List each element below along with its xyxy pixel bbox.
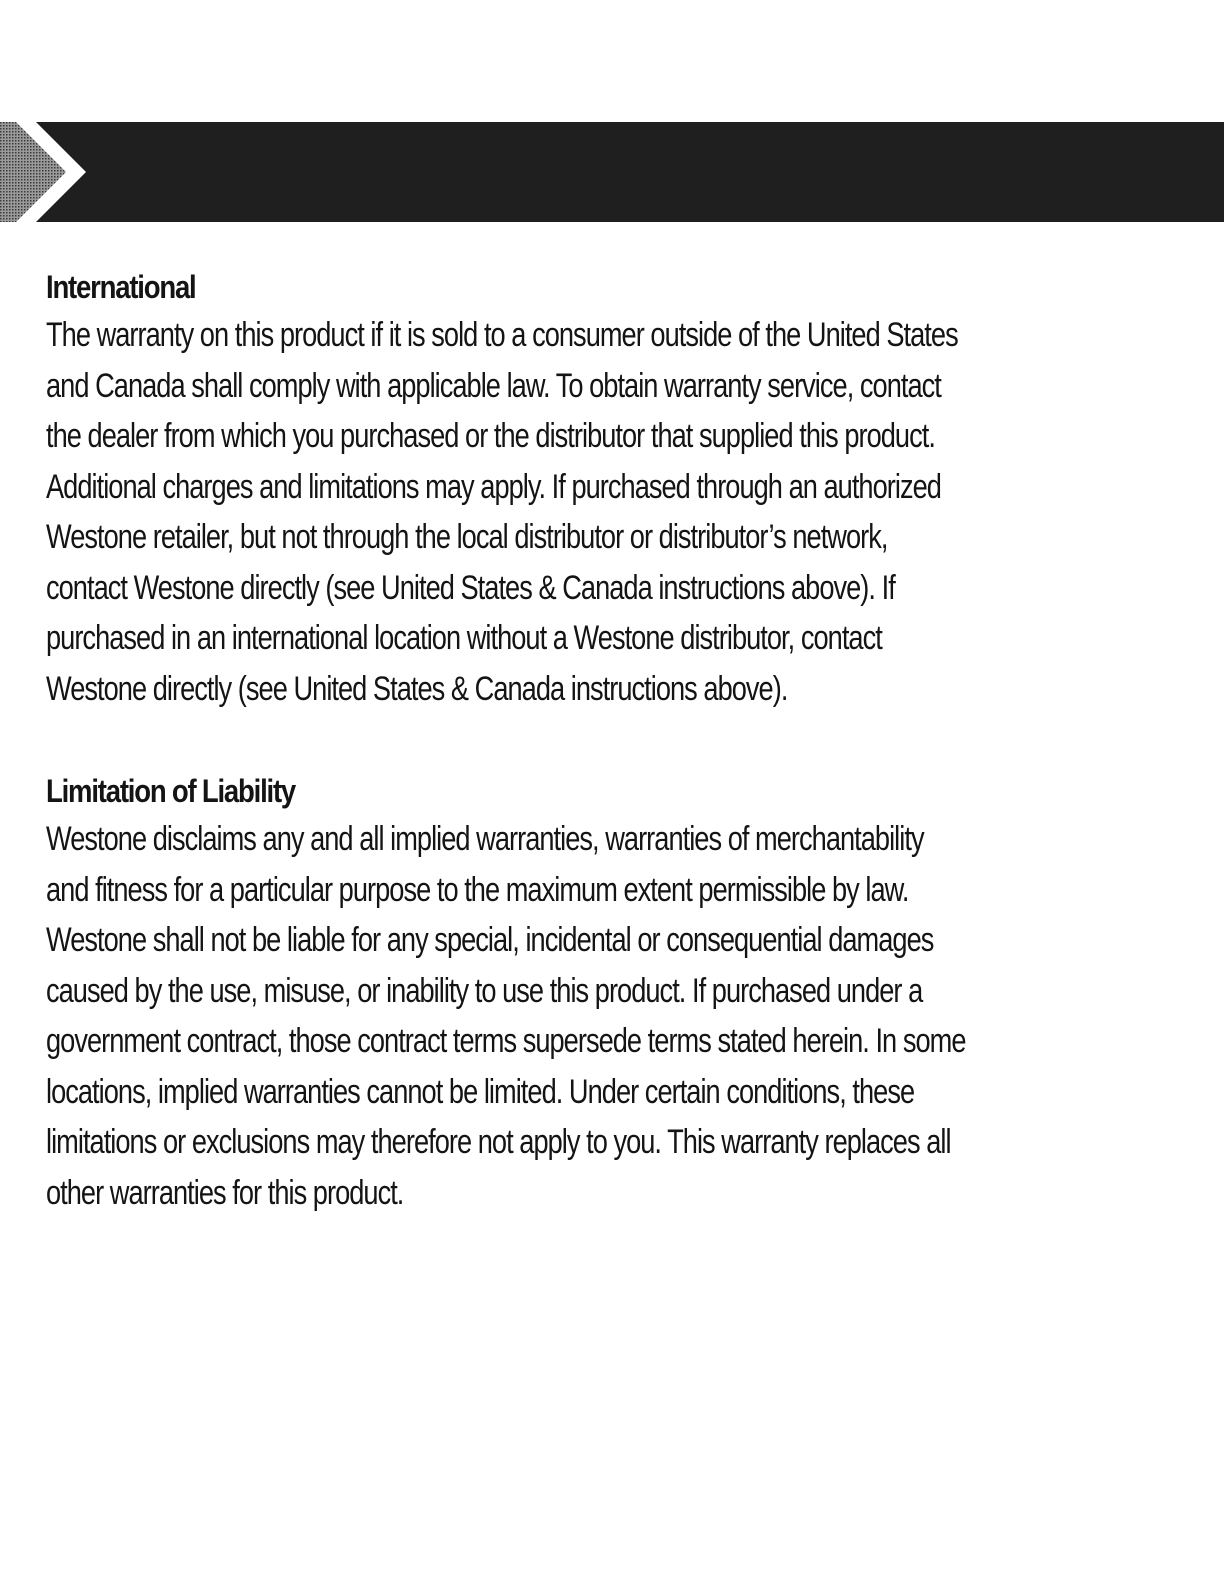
text-line: locations, implied warranties cannot be limited. Under certain conditions, these	[46, 1072, 915, 1111]
limitation-of-liability-heading: Limitation of Liability	[46, 773, 296, 809]
text-line: and Canada shall comply with applicable law. To obtain warranty service, contact	[46, 366, 941, 405]
limitation-of-liability-section	[46, 768, 1156, 1218]
section-header-band	[0, 122, 1224, 222]
limitation-of-liability-body	[46, 814, 1156, 1218]
text-line: government contract, those contract terms supersede terms stated herein. In some	[46, 1022, 966, 1060]
text-line: Westone directly (see United States & Canada instructions above).	[46, 669, 788, 708]
text-line: Westone retailer, but not through the local distributor or distributor’s network,	[46, 518, 888, 556]
text-line: The warranty on this product if it is sold to a consumer outside of the United States	[46, 316, 958, 354]
text-line: limitations or exclusions may therefore not apply to you. This warranty replaces all	[46, 1123, 951, 1161]
text-line: other warranties for this product.	[46, 1173, 404, 1212]
text-line: Westone shall not be liable for any special, incidental or consequential damages	[46, 921, 934, 959]
text-line: and fitness for a particular purpose to the maximum extent permissible by law.	[46, 870, 909, 909]
text-line: contact Westone directly (see United States & Canada instructions above). If	[46, 568, 895, 607]
text-line: purchased in an international location without a Westone distributor, contact	[46, 619, 882, 657]
text-line: Westone disclaims any and all implied warranties, warranties of merchantability	[46, 820, 924, 858]
text-line: the dealer from which you purchased or the distributor that supplied this product.	[46, 417, 935, 455]
text-line: caused by the use, misuse, or inability to use this product. If purchased under a	[46, 971, 923, 1010]
header-bar	[0, 122, 1224, 222]
header-band-graphic	[0, 122, 1224, 222]
international-body	[46, 310, 1156, 714]
international-section	[46, 264, 1156, 714]
text-line: Additional charges and limitations may apply. If purchased through an authorized	[46, 467, 941, 506]
international-heading: International	[46, 269, 196, 305]
